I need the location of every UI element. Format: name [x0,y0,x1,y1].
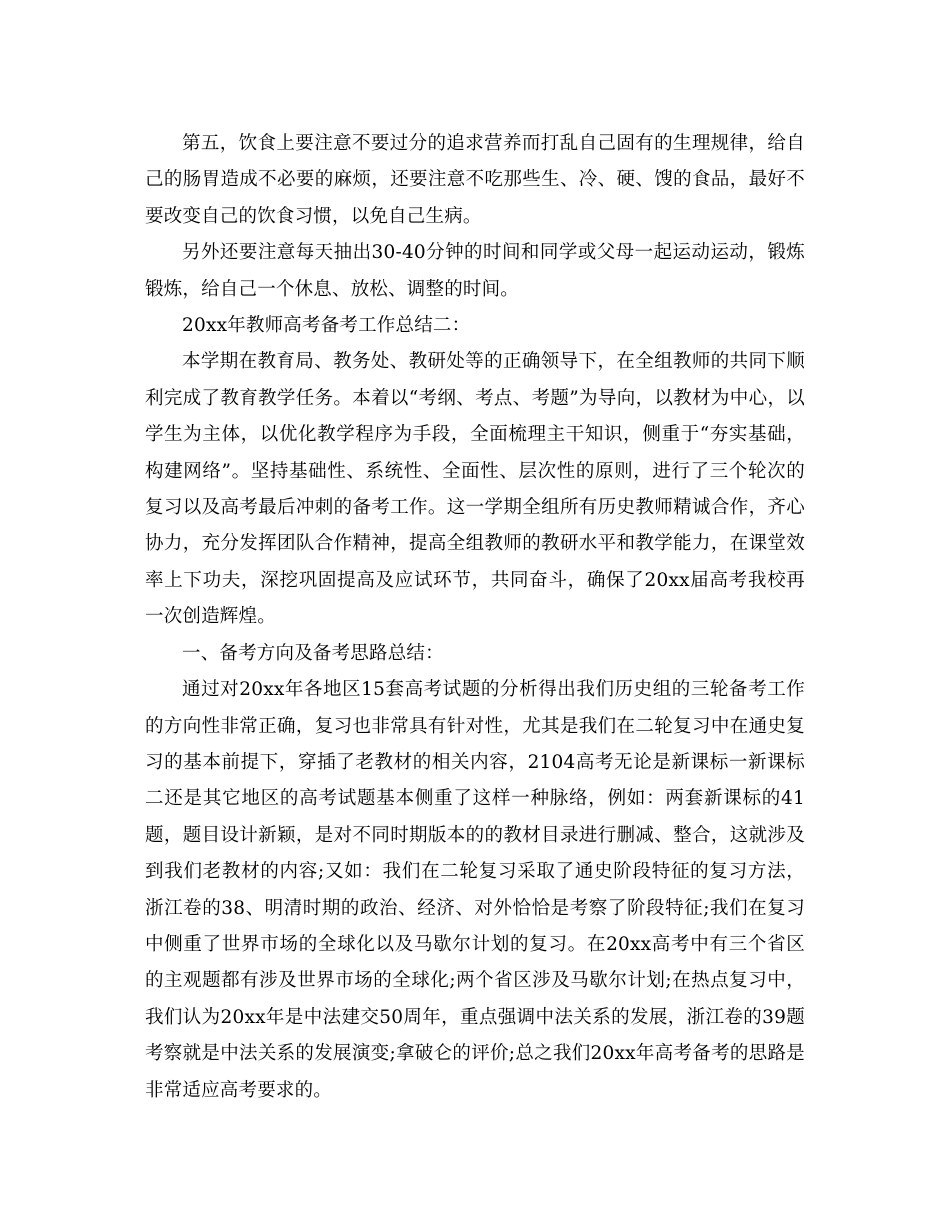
document-body [145,126,805,1109]
paragraph-semester-summary: 本学期在教育局、教务处、教研处等的正确领导下，在全组教师的共同下顺利完成了教育教学任务。本着以“考纲、考点、考题”为导向，以教材为中心，以学生为主体，以优化教学程序为手段，全面梳理主干知识，侧重于“夯实基础，构建网络”。坚持基础性、系统性、全面性、层次性的原则，进行了三个轮次的复习以及高考最后冲刺的备考工作。这一学期全组所有历史教师精诚合作，齐心协力，充分发挥团队合作精神，提高全组教师的教研水平和教学能力，在课堂效率上下功夫，深挖巩固提高及应试环节，共同奋斗，确保了20xx届高考我校再一次创造辉煌。 [145,351,805,628]
section-heading-summary-two: 20xx年教师高考备考工作总结二： [182,315,471,337]
paragraph-exam-analysis: 通过对20xx年各地区15套高考试题的分析得出我们历史组的三轮备考工作的方向性非常正确，复习也非常具有针对性，尤其是我们在二轮复习中在通史复习的基本前提下，穿插了老教材的相关内容，2104高考无论是新课标一新课标二还是其它地区的高考试题基本侧重了这样一种脉络，例如：两套新课标的41题，题目设计新颖，是对不同时期版本的的教材目录进行删减、整合，这就涉及到我们老教材的内容;又如：我们在二轮复习采取了通史阶段特征的复习方法，浙江卷的38、明清时期的政治、经济、对外恰恰是考察了阶段特征;我们在复习中侧重了世界市场的全球化以及马歇尔计划的复习。在20xx高考中有三个省区的主观题都有涉及世界市场的全球化;两个省区涉及马歇尔计划;在热点复习中，我们认为20xx年是中法建交50周年，重点强调中法关系的发展，浙江卷的39题考察就是中法关系的发展演变;拿破仑的评价;总之我们20xx年高考备考的思路是非常适应高考要求的。 [145,679,805,1101]
section-heading-direction: 一、备考方向及备考思路总结： [182,642,444,664]
paragraph-diet-advice: 第五，饮食上要注意不要过分的追求营养而打乱自己固有的生理规律，给自己的肠胃造成不必要的麻烦，还要注意不吃那些生、冷、硬、馊的食品，最好不要改变自己的饮食习惯，以免自己生病。 [145,133,805,227]
paragraph-exercise-advice: 另外还要注意每天抽出30-40分钟的时间和同学或父母一起运动运动，锻炼锻炼，给自己一个休息、放松、调整的时间。 [145,242,805,300]
